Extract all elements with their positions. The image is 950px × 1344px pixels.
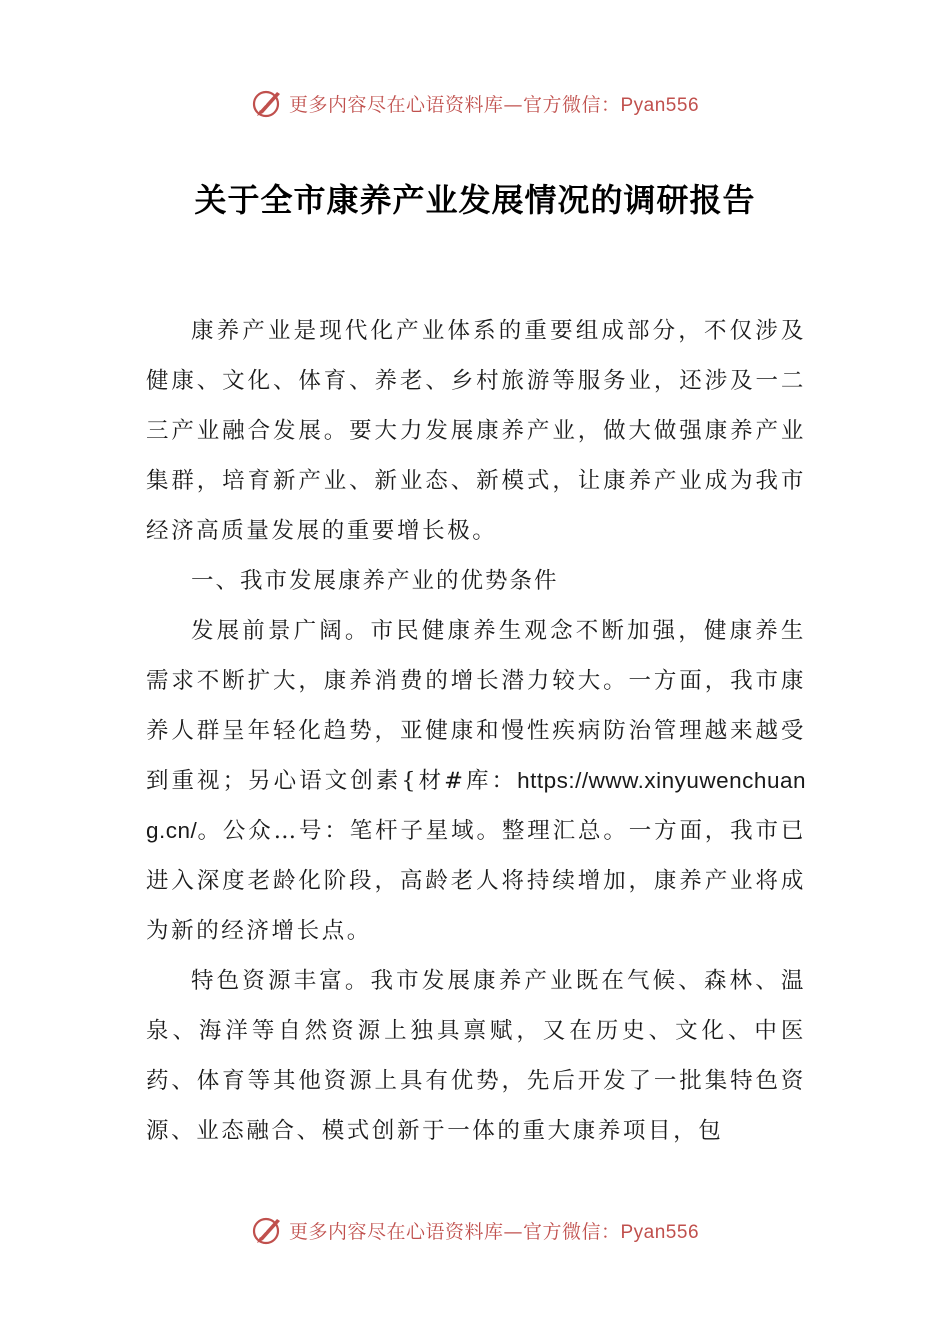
quill-logo-icon xyxy=(251,1213,285,1247)
document-title: 关于全市康养产业发展情况的调研报告 xyxy=(194,181,756,219)
website-link[interactable]: https://www.xinyuwenchuang.cn/ xyxy=(146,768,806,843)
watermark-banner-bottom xyxy=(0,1210,950,1250)
watermark-text: 更多内容尽在心语资料库—官方微信：Pyan556 xyxy=(288,93,700,116)
watermark-text: 更多内容尽在心语资料库—官方微信：Pyan556 xyxy=(288,1220,700,1243)
watermark-banner-top xyxy=(0,83,950,123)
document-body xyxy=(146,306,806,1156)
section-heading: 一、我市发展康养产业的优势条件 xyxy=(191,568,559,594)
paragraph-intro: 康养产业是现代化产业体系的重要组成部分，不仅涉及健康、文化、体育、养老、乡村旅游等服务业，还涉及一二三产业融合发展。要大力发展康养产业，做大做强康养产业集群，培育新产业、新业态、新模式，让康养产业成为我市经济高质量发展的重要增长极。 xyxy=(146,318,806,544)
quill-logo-icon xyxy=(251,86,285,120)
paragraph-prospects: 发展前景广阔。市民健康养生观念不断加强，健康养生需求不断扩大，康养消费的增长潜力较大。一方面，我市康养人群呈年轻化趋势，亚健康和慢性疾病防治管理越来越受到重视；另心语文创素{材#库：https://www.xinyuwenchuang.cn/。公众…号：笔杆子星域。整理汇总。一方面，我市已进入深度老龄化阶段，高龄老人将持续增加，康养产业将成为新的经济增长点。 xyxy=(146,618,806,944)
paragraph-resources: 特色资源丰富。我市发展康养产业既在气候、森林、温泉、海洋等自然资源上独具禀赋，又在历史、文化、中医药、体育等其他资源上具有优势，先后开发了一批集特色资源、业态融合、模式创新于一体的重大康养项目，包 xyxy=(146,968,806,1144)
